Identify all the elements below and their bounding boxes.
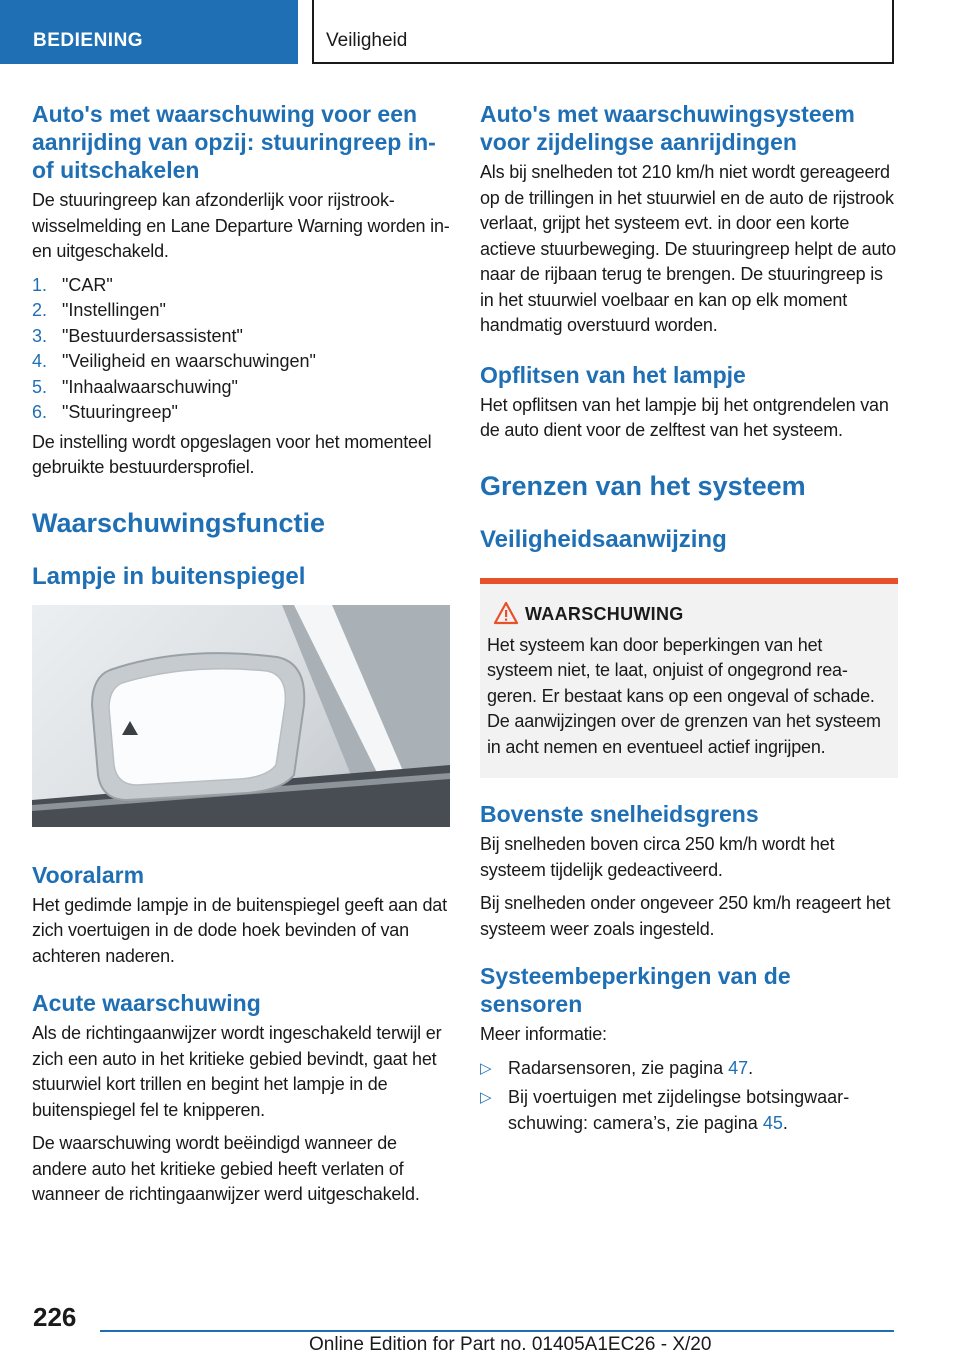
header-section-tab bbox=[0, 0, 298, 64]
header-topic-label: Veiligheid bbox=[326, 30, 408, 51]
heading-waarschuwingsysteem: Auto's met waarschuwingsysteem voor zijdelingse aanrijdingen bbox=[480, 101, 855, 155]
paragraph-stuuringreep: De stuuringreep kan afzonderlijk voor rijstrookwisselmelding en Lane Departure Warning worden in- en uitgeschakeld. bbox=[32, 190, 450, 261]
paragraph-acute-1: Als de richtingaanwijzer wordt ingeschakeld terwijl er zich een auto in het kritieke gebied bevindt, gaat het stuurwiel kort trillen en begint het lampje in de buitenspiegel fel te knipperen. bbox=[32, 1023, 442, 1120]
heading-opflitsen: Opflitsen van het lampje bbox=[480, 361, 746, 388]
heading-lampje-buitenspiegel: Lampje in buitenspiegel bbox=[32, 562, 306, 590]
heading-acute-waarschuwing: Acute waarschuwing bbox=[32, 990, 261, 1016]
heading-vooralarm: Vooralarm bbox=[32, 861, 145, 888]
page-number: 226 bbox=[33, 1302, 77, 1332]
mirror-illustration bbox=[32, 605, 450, 827]
paragraph-instelling: De instelling wordt opgeslagen voor het momenteel gebruikte bestuurdersprofiel. bbox=[32, 431, 432, 477]
paragraph-meer-informatie: Meer informatie: bbox=[480, 1024, 607, 1044]
bullet-triangle-icon: ▷ bbox=[480, 1059, 492, 1077]
header-topic-box bbox=[312, 0, 894, 64]
paragraph-vooralarm: Het gedimde lampje in de buitenspiegel geeft aan dat zich voertuigen in de dode hoek bevinden of van achteren naderen. bbox=[32, 894, 447, 966]
warning-title: WAARSCHUWING bbox=[525, 604, 890, 625]
list-item: 6. "Stuuringreep" bbox=[32, 402, 178, 422]
heading-veiligheidsaanwijzing: Veiligheidsaanwijzing bbox=[480, 525, 727, 553]
heading-bovenste-snelheidsgrens: Bovenste snelheidsgrens bbox=[480, 801, 759, 827]
heading-systeembeperkingen: Systeembeperkingen van de sensoren bbox=[480, 963, 791, 1017]
list-item: 2. "Instellingen" bbox=[32, 300, 166, 320]
footer-divider bbox=[100, 1330, 894, 1332]
list-item: 3. "Bestuurdersassistent" bbox=[32, 325, 243, 346]
page-link-47[interactable]: 47 bbox=[728, 1057, 749, 1078]
warning-text: Het systeem kan door beperkingen van het systeem niet, te laat, onjuist of ongegrond reageren. Er bestaat kans op een ongeval of schade. De aanwijzingen over de grenzen van het systeem in acht nemen en eventueel actief ingrijpen. bbox=[487, 634, 881, 757]
bullet-triangle-icon: ▷ bbox=[480, 1089, 492, 1106]
paragraph-boven-1: Bij snelheden boven circa 250 km/h wordt het systeem tijdelijk gedeactiveerd. bbox=[480, 834, 835, 880]
warning-triangle-icon bbox=[493, 601, 519, 630]
heading-grenzen: Grenzen van het systeem bbox=[480, 470, 806, 501]
reference-list bbox=[480, 1056, 898, 1137]
heading-stuuringreep: Auto's met waarschuwing voor een aanrijding van opzij: stuuringreep in- of uitschakelen bbox=[32, 101, 436, 183]
side-mirror-image bbox=[32, 605, 450, 827]
header-section-label: BEDIENING bbox=[33, 30, 144, 51]
list-item: ▷ Bij voertuigen met zijdelingse botsingwaarschuwing: camera’s, zie pagina 45. bbox=[480, 1087, 850, 1133]
list-item: ▷ Radarsensoren, zie pagina 47. bbox=[480, 1056, 898, 1082]
paragraph-opflitsen: Het opflitsen van het lampje bij het ontgrendelen van de auto dient voor de zelftest van het systeem. bbox=[480, 394, 889, 440]
paragraph-boven-2: Bij snelheden onder ongeveer 250 km/h reageert het systeem weer zoals ingesteld. bbox=[480, 893, 891, 939]
warning-box bbox=[480, 578, 898, 779]
left-column bbox=[32, 100, 450, 1216]
list-item: 4. "Veiligheid en waarschuwingen" bbox=[32, 351, 316, 371]
heading-waarschuwingsfunctie: Waarschuwingsfunctie bbox=[32, 507, 326, 538]
right-column bbox=[480, 100, 898, 1140]
page-link-45[interactable]: 45 bbox=[762, 1112, 783, 1133]
paragraph-acute-2: De waarschuwing wordt beëindigd wanneer de andere auto het kritieke gebied heeft verlaten of wanneer de richtingaanwijzer werd uitgeschakeld. bbox=[32, 1133, 420, 1204]
list-item: 5. "Inhaalwaarschuwing" bbox=[32, 376, 238, 397]
list-item: 1. "CAR" bbox=[32, 274, 113, 295]
paragraph-waarschuwingsysteem: Als bij snelheden tot 210 km/h niet wordt gereageerd op de trillingen in het stuurwiel en de auto de rijstrook verlaat, grijpt het systeem evt. in door een korte actieve stuurbeweging. De stuuringreep helpt de auto naar de rijbaan terug te brengen. De stuuringreep is in het stuurwiel voelbaar en kan op elk moment handmatig overstuurd worden. bbox=[480, 162, 896, 335]
steps-list bbox=[32, 273, 450, 426]
footer-edition: Online Edition for Part no. 01405A1EC26 - X/20 bbox=[309, 1334, 712, 1355]
